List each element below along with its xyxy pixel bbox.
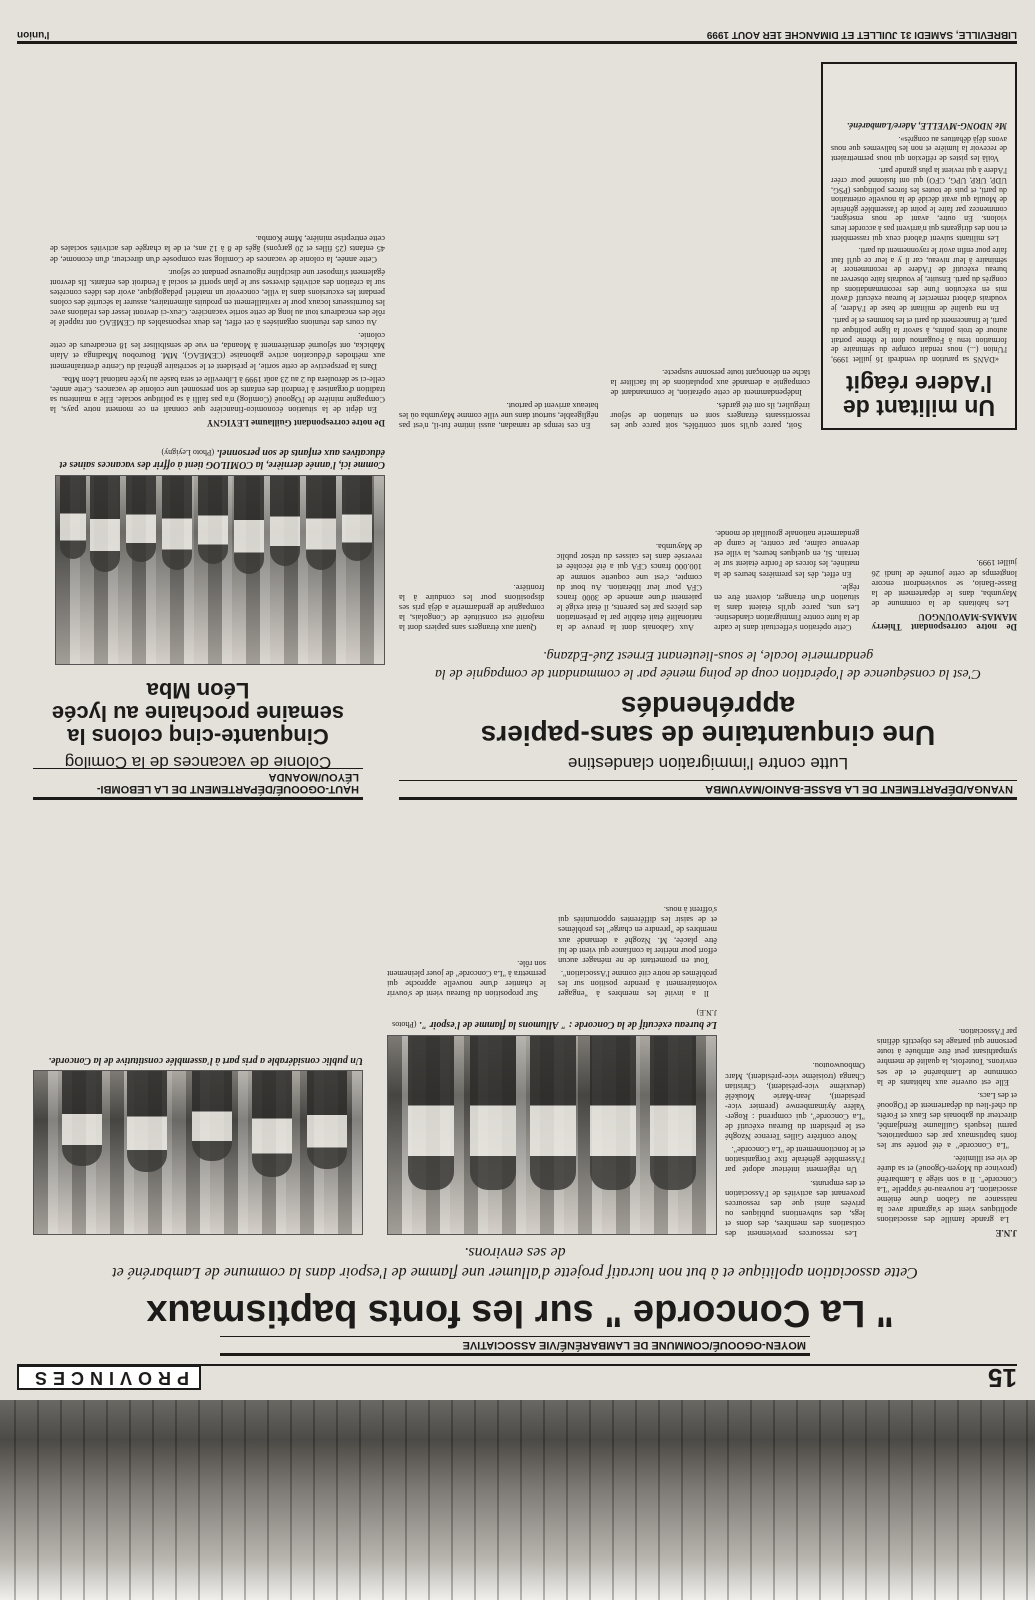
- page-header: [17, 1363, 1017, 1394]
- article1-text-columns-2: [387, 820, 717, 998]
- article1-paragraph: Les ressources proviennent des cotisations des membres, des dons et legs, des subventions publiques ou privées ainsi que des ressources provenant des activités de l'Association et des emprunts.: [725, 1178, 865, 1238]
- article1-column-1: [877, 733, 1017, 1238]
- article3-kicker: Colonie de vacances de la Comilog: [64, 753, 332, 772]
- article1-paragraph: Notre confrère Gilles Terence Nzoghé est le président du Bureau exécutif de "La Concorde", qui comprend : Roger-Valère Ayimambenwe (premier vice-président), Jean-Marie Moukélé (deuxième vice-président), Christian Changa (troisième vice-président), Marc Ombouwoutou.: [725, 1061, 865, 1142]
- article1-chapo: Cette association apolitique et à but non lucratif projette d'allumer une flamme de l'espoir dans la commune de Lambaréné et de ses environs.: [112, 1244, 918, 1281]
- article3-photo-credit: (Photo Leyigny): [161, 448, 215, 457]
- footer-paper-name: l'union: [17, 29, 50, 40]
- article3-paragraph: Dans la perspective de cette sortie, le président et le secrétaire général du Centre d'entraînement aux méthodes d'éducation active gabonaise (CEMEAG), MM. Bourobou Mbadinga et Alain Mabicka, ont séjourné dernièrement à Moanda, en vue de sensibiliser les 18 encadreurs de cette colonie.: [50, 331, 385, 371]
- article1-paragraph: Il a invité les membres à "engager volontairement à prendre position sur les problèmes de notre cité comme l'Association".: [558, 968, 717, 998]
- adere-box-title: Un militant de l'Adere réagit: [842, 370, 996, 421]
- article1-paragraph: Elle est ouverte aux habitants de la commune de Lambaréné et de ses environs. Toutefois, la qualité de membre sympathisant peut être attribuée à toute personne qui partage les objectifs définis par l'Association.: [877, 1027, 1017, 1087]
- article2-paragraph: Quant aux étrangers sans papiers dont la majorité est constituée de Congolais, la compagnie de gendarmerie a déjà pris ses dispositions pour les conduire à la frontière.: [399, 582, 545, 632]
- article1-photo-credit: (Photos J.N.E): [392, 1008, 717, 1029]
- article3-headline: Cinquante-cinq colons la semaine prochaine au lycée Léon Mba: [51, 677, 345, 749]
- adere-box-paragraph: «DANS sa parution du vendredi 16 juillet 1999, l'Union (...) nous rendait compte du séminaire de formation tenu à Fougamou dont le thème portait autour de trois points, à savoir la ligne politique du parti, le financement du parti et les hommes et le parti.: [831, 316, 1007, 364]
- article1-headline: " La Concorde " sur les fonts baptismaux: [146, 1292, 894, 1334]
- article1-text-columns: [725, 733, 1017, 1238]
- article1-paragraph: Sur proposition du Bureau vient de s'ouvrir le chantier d'une nouvelle approche qui permettra à "La Concorde" de jouer pleinement son rôle.: [387, 958, 546, 998]
- article3-photo-caption: [55, 446, 385, 470]
- article1-photo-caption-text: Le bureau exécutif de la Concorde : " Allumons la flamme de l'espoir ".: [419, 1019, 717, 1030]
- adere-box-signature: Me NDONG-MVELLE, Adere/Lambaréné.: [846, 121, 1007, 132]
- article3-photo-caption-text: Comme ici, l'année dernière, la COMILOG tient à offrir des vacances saines et éducatives aux enfants de son personnel.: [59, 447, 385, 470]
- article2-headline: Une cinquantaine de sans-papiers appréhendés: [480, 690, 936, 751]
- page-footer: [17, 28, 1017, 44]
- article1-rubric: MOYEN-OGOOUÉ/COMMUNE DE LAMBARÉNÉ/VIE ASSOCIATIVE: [220, 1336, 810, 1356]
- adere-box-paragraph: Les militants suivent d'abord ceux qui rassemblent et non des dirigeants qui n'arrivent pas à accorder leurs violons. En outre, avant de nous enseigner, commencez par faire le point de l'assemblée générale de Mouila qui avait décidé de la nouvelle orientation du parti, et puis de toutes les forces politiques (PSG, UDP, URP, UPG, CFO) qui ont fusionné pour créer l'Adere à qui revient la plus grande part.: [831, 166, 1007, 243]
- article3-column-1: [50, 62, 385, 428]
- article3-photo-public: [33, 1070, 363, 1235]
- article2-paragraph: En ces temps de ramadan, aussi intime fut-il, n'est pas négligeable, surtout dans une ville comme Mayumba où les bateaux arrivent de partout.: [399, 400, 599, 430]
- article2-text-columns-2: [399, 62, 810, 430]
- article1-paragraph: Tout en promettant de ne ménager aucun effort pour mériter la confiance qui vient de lui être placée, M. Nzoghé a demandé aux membres de "prendre en charge" les problèmes et de saisir les différentes opportunités qui s'offrent à nous.: [558, 905, 717, 965]
- article2-paragraph: Cette opération s'effectuait dans le cadre de la lutte contre l'immigration clandestine. Les uns, parce qu'ils étaient dans la situation d'un étranger, doivent être en règle.: [714, 582, 860, 632]
- article1-column-3: [558, 820, 717, 998]
- article1-paragraph: La grande famille des associations apolitiques vient de s'agrandir avec la naissance au Gabon d'une énième association. Le nouveau-né s'appelle "La Concorde". Il a son siège à Lambaréné (province du Moyen-Ogooué) et sa durée de vie est illimitée.: [877, 1154, 1017, 1224]
- article2-column-6: [399, 62, 599, 430]
- article2-rubric: NYANGA/DÉPARTEMENT DE LA BASSE-BANIO/MAYUMBA: [399, 780, 1017, 800]
- article2-column-3: [557, 444, 703, 632]
- article2-paragraph: En effet, dès les premières heures de la matinée, les forces de l'ordre étaient sur le terrain. Si, en quelques heures, la ville est devenue calme, par contre, le camp de gendarmerie nationale grouillait de monde.: [714, 529, 860, 579]
- article2-text-columns: [399, 444, 1017, 632]
- page-number: 15: [988, 1363, 1017, 1394]
- adere-box-paragraph: Voilà les pistes de réflexion qui nous permettraient de recevoir la lumière et non les balivernes que nous avons déjà débattues au congrès».: [831, 134, 1007, 163]
- article3-text-columns: [50, 62, 385, 428]
- article2-chapo: C'est la conséquence de l'opération coup de poing menée par le commandant de compagnie de la gendarmerie locale, le sous-lieutenant Ernest Zué-Edzang.: [434, 648, 982, 681]
- article2-column-5: [611, 62, 811, 430]
- article3-photo-public-caption: Un public considérable a pris part à l'assemblée constitutive de la Concorde.: [48, 1055, 363, 1066]
- article2-paragraph: Aux Gabonais dont la preuve de la nationalité était établie par la présentation des pièces par les parents, il était exigé le paiement d'une amende de 3000 francs CFA pour leur libération. Au bout du compte, c'est une coquette somme de 100.000 francs CFA qui a été récoltée et reversée dans les caisses du trésor public de Mayumba.: [556, 542, 702, 632]
- article3-rubric: HAUT-OGOOUÉ/DÉPARTEMENT DE LA LEBOMBI-LÉYOU/MOANDA: [33, 768, 363, 800]
- article2-paragraph: Soit, parce qu'ils sont contrôlés, soit parce que les ressortissants étrangers sont en situation de séjour irrégulier, ils ont été gardés.: [610, 400, 810, 430]
- scanner-shadow-strip: [0, 1400, 1035, 1600]
- article1-paragraph: Un règlement intérieur adopté par l'Assemblée générale fixe l'organisation et le fonctionnement de "La Concorde".: [725, 1145, 865, 1175]
- footer-date-line: LIBREVILLE, SAMEDI 31 JUILLET ET DIMANCHE 1ER AOUT 1999: [706, 29, 1017, 40]
- article3-photo-children: [55, 475, 385, 665]
- article2-paragraph: Indépendamment de cette opération, le commandant de compagnie a demandé aux populations de lui faciliter la tâche en dénonçant toute personne suspecte.: [610, 367, 810, 397]
- article2-byline: De notre correspondant Thierry MAMAS-MAVOUNGOU: [871, 611, 1017, 632]
- adere-box-text: [831, 64, 1007, 364]
- section-name: PROVINCES: [17, 1366, 201, 1391]
- article1-paragraph: "La Concorde" a été portée sur les fonts baptismaux par des compatriotes, parmi lesquels Guillaume Rendjambé, directeur du gabonais des Eaux et Forêts du chef-lieu du département de l'Ogooué et des Lacs.: [877, 1090, 1017, 1151]
- article2-column-2: [714, 444, 860, 632]
- article3-paragraph: Au cours des réunions organisées à cet effet, les deux responsables du CEMEAG ont rappelé le rôle des encadreurs tout au long de cette sortie vacancière. Ceux-ci devront lesser des relations avec les fournisseurs locaux pour le ravitaillement en produits alimentaires, assurer la sécurité des colons pendant les excursions dans la ville, concevoir un matériel pédagogique, avoir des idées concrètes sur la création des activités diverses sur le plan sportif et social à l'endroit des enfants. Ils devront également s'imposer une discipline rigoureuse pendant ce séjour.: [50, 267, 385, 328]
- article1-column-4: [387, 820, 546, 998]
- article2-kicker: Lutte contre l'immigration clandestine: [567, 754, 849, 773]
- article3-paragraph: Cette année, la colonie de vacances de Comilog sera composée d'un directeur, d'un économe, de 45 enfants (25 filles et 20 garçons) âgés de 8 à 12 ans, et de la chargée des activités sociales de cette entreprise minière, Mme Komba.: [50, 234, 385, 264]
- adere-reaction-box: [821, 62, 1017, 430]
- article3-paragraph: En dépit de la situation économico-financière que connaît en ce moment notre pays, la Compagnie minière de l'Ogooué (Comilog) n'a pas failli à sa politique sociale. Elle a maintenu sa tradition d'organiser à l'endroit des enfants de son personnel une colonie de vacances. Cette année, celle-ci se déroulera du 2 au 23 août 1999 à Libreville et sera basée au lycée national Léon Mba.: [50, 374, 385, 414]
- article2-column-1: [872, 444, 1018, 632]
- article3-byline: De notre correspondant Guillaume LEYIGNY: [206, 418, 385, 428]
- article1-column-2: [725, 733, 865, 1238]
- article1-byline: J.N.E: [995, 1228, 1017, 1238]
- article2-column-4: [399, 444, 545, 632]
- article1-photo: [387, 1035, 717, 1235]
- article2-paragraph: Les habitants de la commune de Mayumba, dans le département de la Basse-Banio, se souviendront encore longtemps de cette journée de lundi 26 juillet 1999.: [871, 558, 1017, 608]
- article1-photo-caption: [387, 1006, 717, 1030]
- adere-box-paragraph: En ma qualité de militant de base de l'Adere, je voudrais d'abord remercier le bureau exécutif d'avoir mis en exécution l'une des recommandations du congrès du parti. Ensuite, je voudrais faire observer au bureau exécutif de l'Adere de recommencer le séminaire à leur niveau, car il y a leur ce qu'il faut faire pour enfin avoir le rayonnement du parti.: [831, 246, 1007, 313]
